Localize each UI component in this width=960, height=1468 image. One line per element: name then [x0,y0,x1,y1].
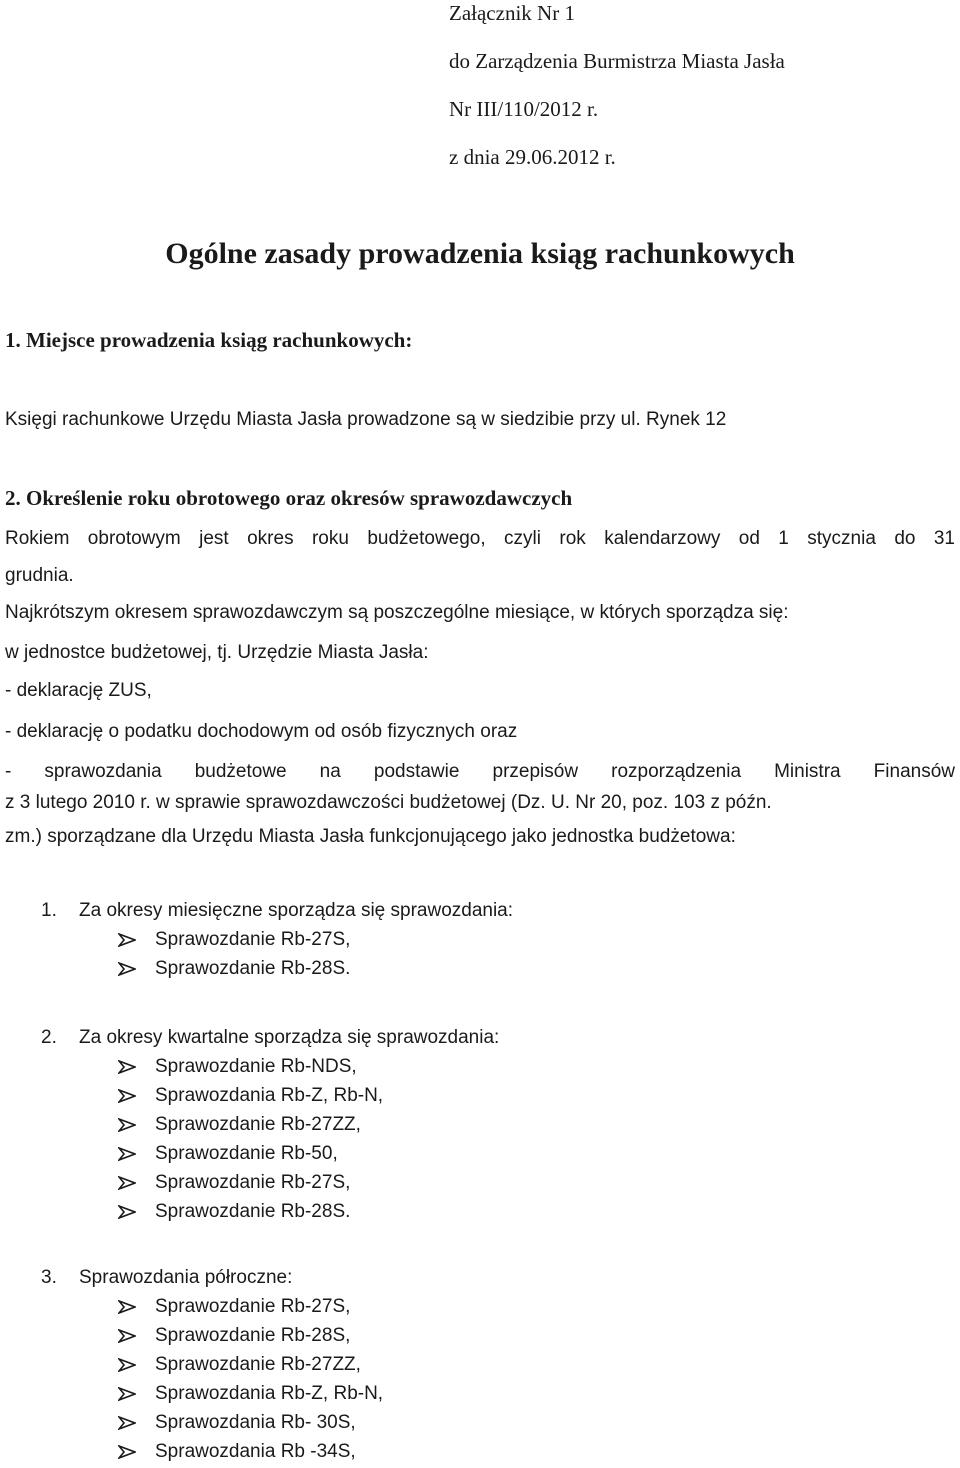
list-item [0,925,960,954]
arrowhead-bullet-icon [118,1350,138,1379]
dash-item-budget-reports-line-1: - sprawozdania budżetowe na podstawie przepisów rozporządzenia Ministra Finansów [5,761,955,782]
document-title: Ogólne zasady prowadzenia ksiąg rachunkowych [165,237,795,270]
arrowhead-bullet-icon [118,1379,138,1408]
annex-line-3: Nr III/110/2012 r. [449,97,599,121]
annex-header [449,0,949,192]
dash-item-budget-reports-line-2: z 3 lutego 2010 r. w sprawie sprawozdawczości budżetowej (Dz. U. Nr 20, poz. 103 z późn. [5,792,772,813]
list-item [0,1437,960,1466]
annex-line-4: z dnia 29.06.2012 r. [449,145,616,169]
section-2-paragraph-1-line-2: grudnia. [5,565,74,586]
list-number: 1. [41,900,57,921]
list-heading [0,896,960,925]
list-number: 2. [41,1027,57,1048]
list-number: 3. [41,1267,57,1288]
section-2-paragraph-1-line-1: Rokiem obrotowym jest okres roku budżetowego, czyli rok kalendarzowy od 1 stycznia do 31 [5,528,955,549]
report-list-monthly [0,896,960,983]
list-item [0,1321,960,1350]
list-item [0,1168,960,1197]
list-item-text: Sprawozdanie Rb-NDS, [155,1056,357,1077]
arrowhead-bullet-icon [118,1437,138,1466]
list-item [0,1052,960,1081]
arrowhead-bullet-icon [118,1110,138,1139]
list-label: Za okresy kwartalne sporządza się sprawozdania: [79,1027,500,1048]
section-1-heading: 1. Miejsce prowadzenia ksiąg rachunkowych: [5,328,413,352]
list-item [0,1408,960,1437]
arrowhead-bullet-icon [118,1197,138,1226]
list-item [0,954,960,983]
section-2-paragraph-2-line-2-start: w jednostce budżetowej, tj. [5,642,238,663]
list-item-text: Sprawozdania Rb-Z, Rb-N, [155,1085,384,1106]
list-label: Sprawozdania półroczne: [79,1267,293,1288]
section-2-paragraph-2-line-2-end: Urzędzie Miasta Jasła: [237,642,429,663]
list-heading [0,1263,960,1292]
list-item-text: Sprawozdanie Rb-50, [155,1143,338,1164]
list-item-text: Sprawozdanie Rb-28S. [155,958,351,979]
dash-item-pit: - deklarację o podatku dochodowym od osób fizycznych oraz [5,721,518,742]
arrowhead-bullet-icon [118,1168,138,1197]
report-list-semiannual [0,1263,960,1466]
list-item [0,1350,960,1379]
list-item [0,1081,960,1110]
list-item-text: Sprawozdania Rb- 30S, [155,1412,356,1433]
list-item [0,1110,960,1139]
arrowhead-bullet-icon [118,925,138,954]
list-item [0,1379,960,1408]
list-item-text: Sprawozdanie Rb-28S, [155,1325,351,1346]
list-item-text: Sprawozdania Rb-Z, Rb-N, [155,1383,384,1404]
list-item-text: Sprawozdanie Rb-27S, [155,1172,351,1193]
list-item-text: Sprawozdanie Rb-27S, [155,929,351,950]
arrowhead-bullet-icon [118,1408,138,1437]
section-2-heading: 2. Określenie roku obrotowego oraz okresów sprawozdawczych [5,486,573,510]
list-item-text: Sprawozdanie Rb-27ZZ, [155,1114,361,1135]
report-list-quarterly [0,1023,960,1226]
list-item-text: Sprawozdanie Rb-27S, [155,1296,351,1317]
arrowhead-bullet-icon [118,954,138,983]
list-heading [0,1023,960,1052]
section-2-paragraph-2-line-1: Najkrótszym okresem sprawozdawczym są poszczególne miesiące, w których sporządza się: [5,602,789,623]
list-item [0,1197,960,1226]
list-item-text: Sprawozdanie Rb-28S. [155,1201,351,1222]
arrowhead-bullet-icon [118,1081,138,1110]
dash-item-budget-reports-line-3: zm.) sporządzane dla Urzędu Miasta Jasła funkcjonującego jako jednostka budżetowa: [5,826,736,847]
annex-line-1: Załącznik Nr 1 [449,1,575,25]
list-item-text: Sprawozdania Rb -34S, [155,1441,356,1462]
arrowhead-bullet-icon [118,1321,138,1350]
section-1-text: Księgi rachunkowe Urzędu Miasta Jasła prowadzone są w siedzibie przy ul. Rynek 12 [5,409,727,430]
annex-line-2: do Zarządzenia Burmistrza Miasta Jasła [449,49,785,73]
section-2-paragraph-2-line-2 [5,638,428,667]
list-item-text: Sprawozdanie Rb-27ZZ, [155,1354,361,1375]
list-label: Za okresy miesięczne sporządza się sprawozdania: [79,900,514,921]
list-item [0,1139,960,1168]
list-item [0,1292,960,1321]
arrowhead-bullet-icon [118,1052,138,1081]
dash-item-zus: - deklarację ZUS, [5,680,152,701]
arrowhead-bullet-icon [118,1139,138,1168]
arrowhead-bullet-icon [118,1292,138,1321]
